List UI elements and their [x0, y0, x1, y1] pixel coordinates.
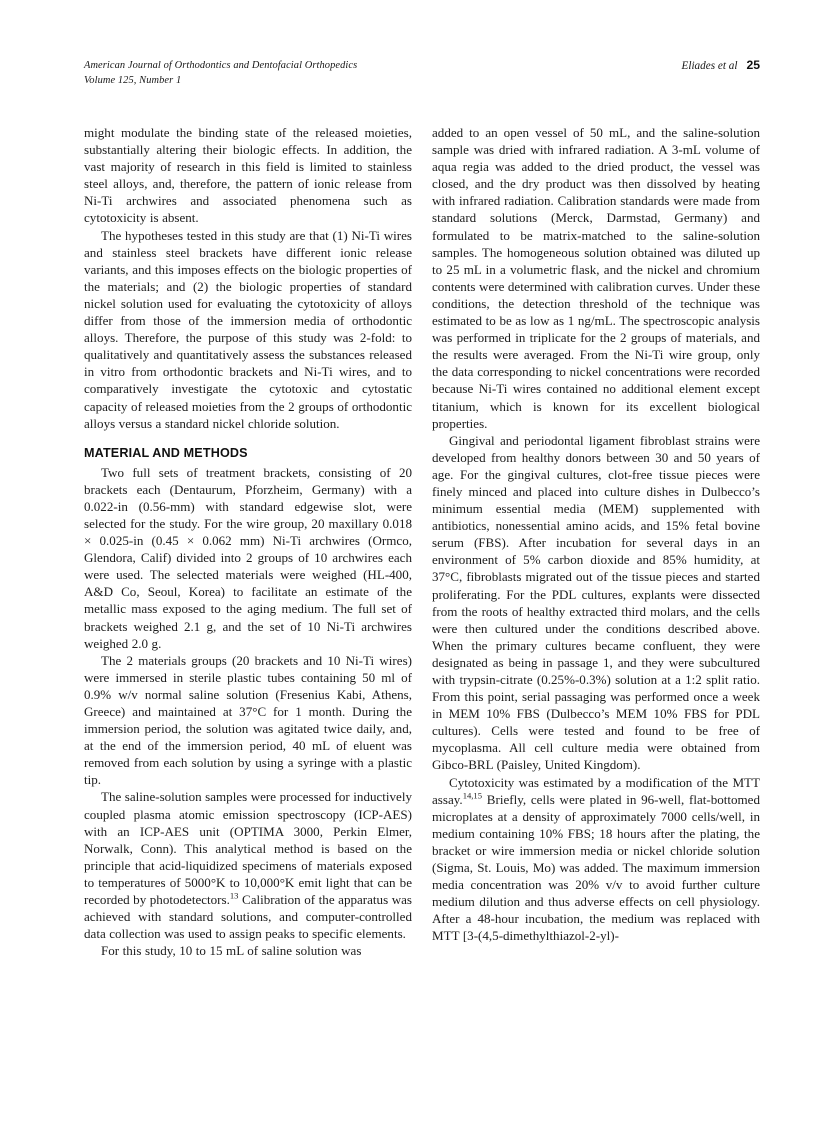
paragraph-text-after-citation: Briefly, cells were plated in 96-well, flat-bottomed microplates at a density of approximately 7000 cells/well, in medium containing 10% FBS; 18 hours after the plating, the bracket or wire immersion media or nickel chloride solution (Sigma, St. Louis, Mo) was added. The maximum immersion media concentration was 20% v/v to avoid further culture medium dilution and thus adverse effects on cell physiology. After a 48-hour incubation, the medium was replaced with MTT [3-(4,5-dimethylthiazol-2-yl)- [432, 791, 760, 944]
paragraph-text-after-citation: Calibration of the apparatus was achieved with standard solutions, and computer-controlled data collection was used to assign peaks to specific elements. [84, 892, 412, 942]
paragraph: added to an open vessel of 50 mL, and the saline-solution sample was dried with infrared radiation. A 3-mL volume of aqua regia was added to the dried product, the vessel was closed, and the dry product was then dissolved by heating with infrared radiation. Calibration standards were made from standard solutions (Merck, Darmstad, Germany) and formulated to be matrix-matched to the saline-solution samples. The homogeneous solution obtained was diluted up to 25 mL in a volumetric flask, and the nickel and chromium contents were determined with calibration curves. Under these conditions, the detection threshold of the technique was estimated to be as low as 1 ng/mL. The spectroscopic analysis was performed in triplicate for the 2 groups of materials, and the results were averaged. From the Ni-Ti wire group, only the data corresponding to nickel concentrations were recorded because Ni-Ti wires contained no additional element except titanium, which is known for its excellent biological properties. [432, 125, 760, 431]
section-heading: MATERIAL AND METHODS [84, 445, 248, 460]
right-column [432, 124, 760, 959]
running-head [84, 58, 760, 92]
left-column [84, 124, 412, 959]
running-head-right [682, 58, 761, 72]
paragraph: The hypotheses tested in this study are that (1) Ni-Ti wires and stainless steel brackets have different ionic release variants, and this imposes effects on the biologic properties of the materials; and (2) the biologic properties of standard nickel solution used for evaluating the cytotoxicity of alloys differ from those of the immersion media of orthodontic alloys. Therefore, the purpose of this study was 2-fold: to qualitatively and quantitatively assess the substances released in vitro from orthodontic brackets and Ni-Ti wires, and to comparatively investigate the cytotoxic and cytostatic capacity of released moieties from the 2 groups of orthodontic alloys versus a standard nickel chloride solution. [84, 227, 412, 431]
running-head-left [84, 58, 514, 88]
paragraph: The 2 materials groups (20 brackets and 10 Ni-Ti wires) were immersed in sterile plastic tubes containing 50 ml of 0.9% w/v normal saline solution (Fresenius Kabi, Athens, Greece) and maintained at 37°C for 1 month. During the immersion period, the solution was agitated twice daily, and, at the end of the immersion period, 40 mL of eluent was removed from each solution by using a syringe with a plastic tip. [84, 652, 412, 788]
volume-issue: Volume 125, Number 1 [84, 75, 182, 86]
paragraph-text-before-citation: Cytotoxicity was estimated by a modification of the MTT assay. [432, 774, 760, 807]
citation-reference: 13 [229, 890, 239, 901]
paragraph: might modulate the binding state of the released moieties, substantially altering their biologic effects. In addition, the vast majority of research in this field is limited to stainless steel alloys, and, therefore, the pattern of ionic release from Ni-Ti archwires and associated phenomena such as cytotoxicity is absent. [84, 125, 412, 226]
author-line: Eliades et al [681, 60, 738, 72]
paragraph-with-citation [432, 774, 760, 945]
paragraph-text-before-citation: The saline-solution samples were processed for inductively coupled plasma atomic emission spectroscopy (ICP-AES) with an ICP-AES unit (OPTIMA 3000, Perkin Elmer, Norwalk, Conn). This analytical method is based on the principle that acid-liquidized specimens of materials exposed to temperatures of 5000°K to 10,000°K emit light that can be recorded by photodetectors. [84, 789, 412, 908]
paragraph: Two full sets of treatment brackets, consisting of 20 brackets each (Dentaurum, Pforzheim, Germany) with a 0.022-in (0.56-mm) with standard edgewise slot, were selected for the study. For the wire group, 20 maxillary 0.018 × 0.025-in (0.45 × 0.062 mm) Ni-Ti archwires (Ormco, Glendora, Calif) divided into 2 groups of 10 archwires each were used. The selected materials were weighed (HL-400, A&D Co, Seoul, Korea) to facilitate an estimate of the metallic mass exposed to the aging medium. The full set of brackets weighed 2.1 g, and the set of 10 Ni-Ti archwires weighed 2.0 g. [84, 464, 412, 651]
paragraph: For this study, 10 to 15 mL of saline solution was [101, 943, 362, 959]
citation-reference: 14,15 [462, 790, 483, 801]
body-columns [84, 124, 760, 959]
paragraph-with-citation [84, 788, 412, 942]
page-number: 25 [746, 58, 760, 72]
paragraph: Gingival and periodontal ligament fibroblast strains were developed from healthy donors between 30 and 50 years of age. For the gingival cultures, clot-free tissue pieces were finely minced and placed into culture dishes in Dulbecco’s minimum essential media (MEM) supplemented with antibiotics, nonessential amino acids, and 15% fetal bovine serum (FBS). After incubation for several days in an environment of 5% carbon dioxide and 85% humidity, at 37°C, fibroblasts migrated out of the tissue pieces and started proliferating. For the PDL cultures, explants were dissected from the roots of healthy extracted third molars, and the cells were then cultured under the conditions described above. When the primary cultures became confluent, they were designated as being in passage 1, and they were subcultured with trypsin-citrate (0.25%-0.3%) solution at a 1:2 split ratio. From this point, serial passaging was performed once a week in MEM 10% FBS (Dulbecco’s MEM 10% FBS for PDL cultures). Cells were tested and found to be free of mycoplasma. All cell culture media were obtained from Gibco-BRL (Paisley, United Kingdom). [432, 432, 760, 773]
journal-title: American Journal of Orthodontics and Dentofacial Orthopedics [84, 60, 358, 71]
